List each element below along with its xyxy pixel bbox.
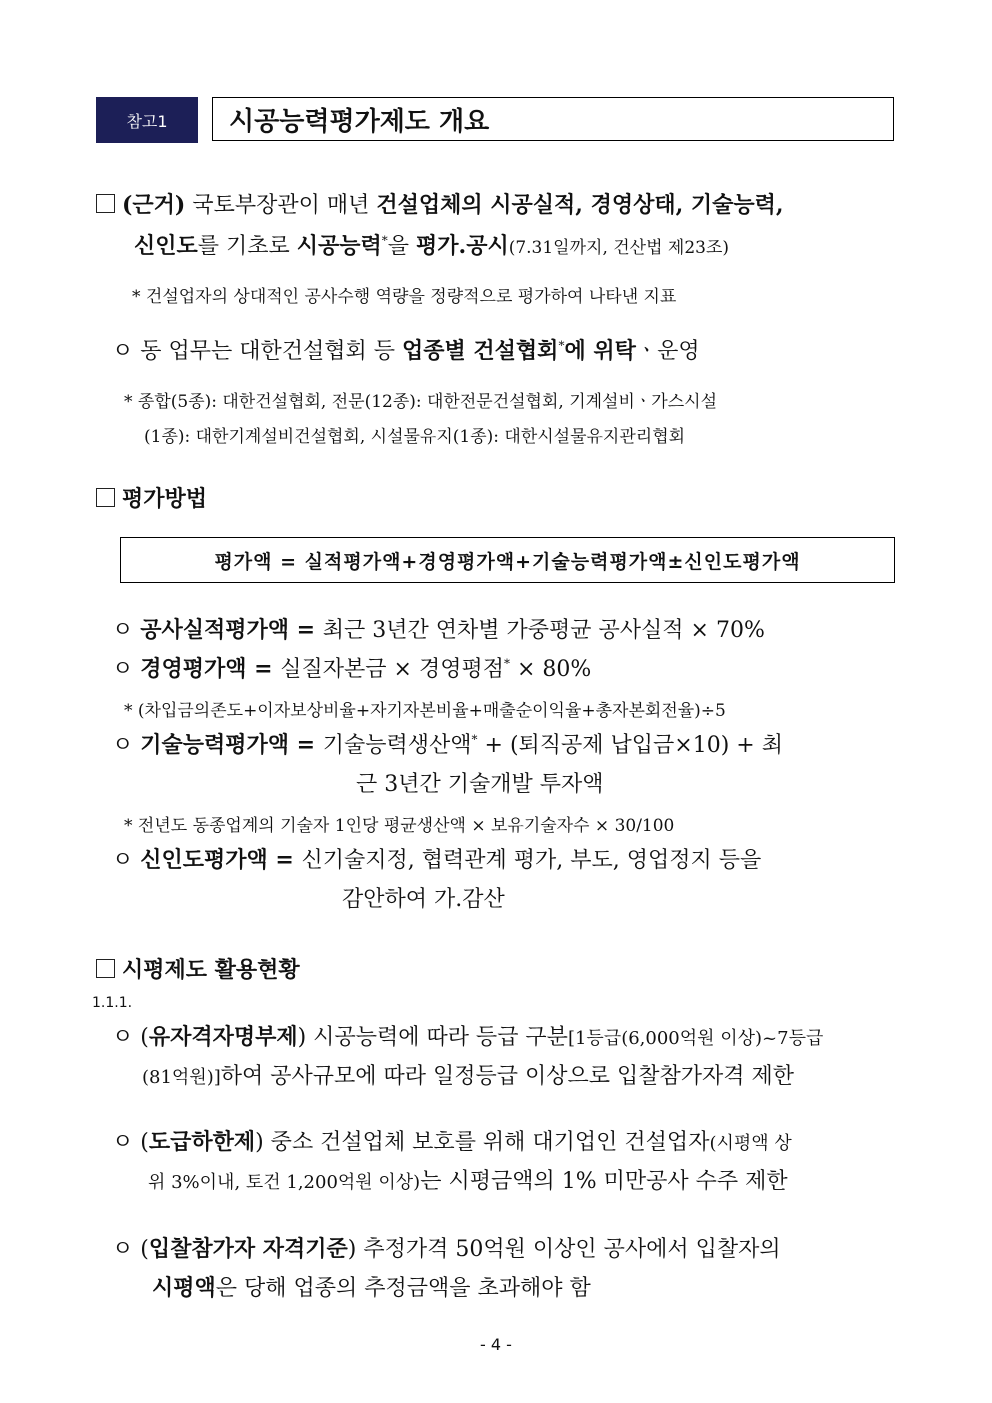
text: ) 추정가격 50억원 이상인 공사에서 입찰자의: [347, 1237, 781, 1262]
text: × 80%: [509, 657, 592, 682]
text-bold: 신인도평가액 =: [140, 847, 302, 873]
footnote-mark: *: [558, 338, 565, 353]
checkbox-square-icon: [96, 959, 115, 978]
text: 기술능력생산액: [322, 733, 472, 758]
text-bold: 업종별 건설협회: [402, 338, 559, 364]
sec2-b3-line2: 근 3년간 기술개발 투자액: [356, 772, 604, 797]
sec3-u1: [112, 1020, 823, 1051]
sec3-heading: [96, 953, 300, 984]
text-bold: 시공능력: [296, 233, 382, 259]
footnote-mark: *: [471, 732, 478, 747]
sec3-u3-line2: [152, 1271, 591, 1302]
sec2-b4-line2: 감안하여 가.감산: [342, 887, 505, 912]
text: 하여 공사규모에 따라 일정등급 이상으로 입찰참가자격 제한: [220, 1064, 795, 1089]
page-title: 시공능력평가제도 개요: [229, 106, 490, 137]
page-number: - 4 -: [480, 1335, 512, 1354]
text-bold: 평가.공시: [416, 233, 509, 259]
sec1-line1: [96, 188, 784, 219]
sec1-note: * 건설업자의 상대적인 공사수행 역량을 정량적으로 평가하여 나타낸 지표: [132, 287, 677, 307]
text-bold: 건설업체의 시공실적, 경영상태, 기술능력,: [376, 192, 784, 218]
title-box: [212, 97, 894, 141]
text: 을: [387, 234, 417, 259]
sec2-b2: ㅇ 경영평가액 = 실질자본금 × 경영평점* × 80%: [112, 656, 592, 682]
text: 최근 3년간 연차별 가중평균 공사실적 × 70%: [322, 618, 765, 643]
sec2-heading: [96, 482, 207, 513]
footnote-mark: *: [503, 656, 510, 671]
heading-text: 평가방법: [122, 487, 208, 512]
heading-text: 시평제도 활용현황: [122, 958, 300, 983]
sec3-u1-line2: [142, 1059, 794, 1090]
text-bold: 시평액: [152, 1275, 216, 1301]
formula-box: 평가액 = 실적평가액+경영평가액+기술능력평가액±신인도평가액: [120, 537, 895, 583]
checkbox-square-icon: [96, 194, 115, 213]
sec2-b1: ㅇ 공사실적평가액 = 최근 3년간 연차별 가중평균 공사실적 × 70%: [112, 617, 765, 643]
sec1-bullet: [112, 334, 700, 365]
text: 는 시평금액의 1% 미만공사 수주 제한: [420, 1169, 788, 1194]
legal-reference: (7.31일까지, 건산법 제23조): [508, 238, 730, 258]
sec1-note2-line1: * 종합(5종): 대한건설협회, 전문(12종): 대한전문건설협회, 기계설비ㆍ가스시설: [124, 392, 717, 412]
text: ㆍ운영: [635, 339, 700, 364]
text-small: (시평액 상: [709, 1133, 792, 1154]
text: ㅇ 동 업무는 대한건설협회 등: [112, 339, 402, 364]
section-numbering: 1.1.1.: [92, 995, 133, 1011]
text-small: [1등급(6,000억원 이상)~7등급: [567, 1028, 824, 1049]
text: 실질자본금 × 경영평점: [280, 657, 504, 682]
text: ㅇ (: [112, 1237, 149, 1262]
text: ㅇ (: [112, 1025, 149, 1050]
sec2-note-b3: * 전년도 동종업계의 기술자 1인당 평균생산액 × 보유기술자수 × 30/100: [124, 816, 675, 836]
text-bold: 신인도: [134, 233, 198, 259]
text: ) 중소 건설업체 보호를 위해 대기업인 건설업자: [255, 1130, 710, 1155]
text-small: 위 3%이내, 토건 1,200억원 이상): [148, 1172, 421, 1193]
text: 국토부장관이 매년: [185, 193, 377, 218]
sec1-note2-line2: (1종): 대한기계설비건설협회, 시설물유지(1종): 대한시설물유지관리협회: [144, 427, 686, 447]
text-bold: 유자격자명부제: [148, 1024, 298, 1050]
checkbox-square-icon: [96, 488, 115, 507]
reference-badge: 참고1: [96, 97, 198, 143]
sec3-u3: [112, 1232, 781, 1263]
text: + (퇴직공제 납입금×10) + 최: [477, 733, 783, 758]
text: 신기술지정, 협력관계 평가, 부도, 영업정지 등을: [301, 848, 762, 873]
text-bold: 입찰참가자 자격기준: [148, 1236, 348, 1262]
sec2-note-b2: * (차입금의존도+이자보상비율+자기자본비율+매출순이익율+총자본회전율)÷5: [124, 701, 726, 721]
text: ㅇ (: [112, 1130, 149, 1155]
text: 를 기초로: [197, 234, 297, 259]
text-bold: 기술능력평가액 =: [140, 732, 323, 758]
sec3-u2-line2: [148, 1164, 788, 1195]
sec3-u2: [112, 1125, 792, 1156]
sec2-b4: ㅇ 신인도평가액 = 신기술지정, 협력관계 평가, 부도, 영업정지 등을: [112, 847, 762, 873]
text: 은 당해 업종의 추정금액을 초과해야 함: [215, 1276, 591, 1301]
text: ) 시공능력에 따라 등급 구분: [297, 1025, 568, 1050]
footnote-mark: *: [381, 233, 388, 248]
sec1-line2: [134, 229, 729, 260]
text-bold: 경영평가액 =: [140, 656, 281, 682]
text-bold: 도급하한제: [148, 1129, 256, 1155]
text-bold: 에 위탁: [564, 338, 636, 364]
text-small: (81억원)]: [142, 1067, 221, 1088]
basis-label: (근거): [122, 192, 186, 218]
text-bold: 공사실적평가액 =: [140, 617, 323, 643]
sec2-b3: ㅇ 기술능력평가액 = 기술능력생산액* + (퇴직공제 납입금×10) + 최: [112, 732, 783, 758]
